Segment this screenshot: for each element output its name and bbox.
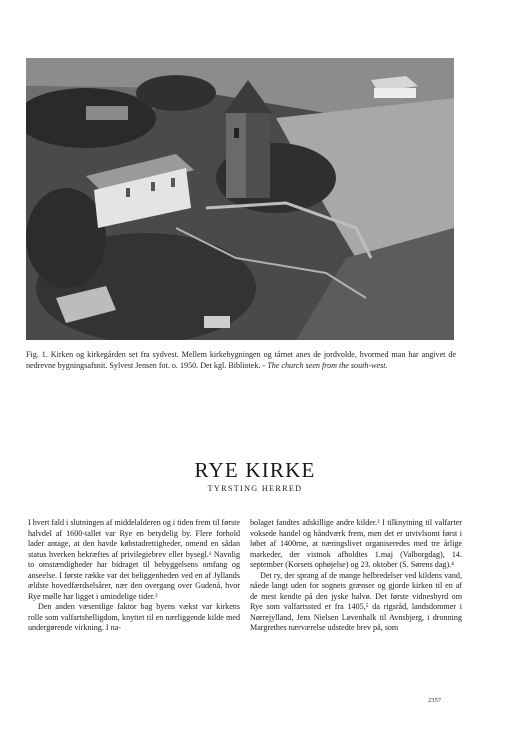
paragraph: I hvert fald i slutningen af middelalderen og i tiden frem til første halvdel af 1600-tallet var Rye en betydelig by. Flere forhold lader antage, at den havde købstadrettigheder, omend en sådan status hverken bekræftes af privilegiebrev eller bysegl.¹ Navnlig to omstændigheder har bidraget til bebyggelsens omfang og anseelse. I første række var det beliggenheden ved en af Jyllands ældste hovedfærdselsårer, nær den overgang over Gudenå, hvor Rye mølle har ligget i umindelige tider.²: [28, 518, 240, 601]
aerial-photograph: [26, 58, 454, 340]
page-subtitle: TYRSTING HERRED: [207, 484, 303, 493]
paragraph: bolaget fandtes adskillige andre kilder.³ I tilknytning til valfarter voksede handel og håndværk frem, men det er utvivlsomt først i løbet af 1400rne, at næringslivet organiseredes med tre årlige markeder, der vistnok afholdtes 1.maj (Valborgdag), 14. september (Korsets ophøjelse) og 23. oktober (S. Sørens dag).⁴: [250, 518, 462, 570]
paragraph: Den anden væsentlige faktor bag byens vækst var kirkens rolle som valfartshelligdom, knyttet til en nærliggende kilde med undergørende virkning. I na-: [28, 602, 240, 633]
page-title: RYE KIRKE: [194, 458, 316, 482]
caption-danish: Fig. 1. Kirken og kirkegården set fra sydvest. Mellem kirkebygningen og tårnet anes de jordvolde, hvormed man har angivet de nedrevne bygningsafsnit. Sylvest Jensen fot. o. 1950. Det kgl. Bibliotek. -: [26, 350, 456, 370]
page-number: 2357: [428, 697, 441, 704]
church-aerial-photo-illustration: [26, 58, 454, 340]
caption-english: The church seen from the south-west.: [267, 360, 388, 370]
text-column-right: [250, 518, 462, 634]
text-column-left: [28, 518, 240, 634]
paragraph: Det ry, der sprang af de mange helbredelser ved kildens vand, nåede langt uden for sognets grænser og gjorde kirken til en af de mest kendte på den jyske halvø. Det første vidnesbyrd om Rye som valfartssted er fra 1405,⁵ da rigsråd, landsdommer i Nørrejylland, Jens Nielsen Løvenbalk til Avnsbjerg, i dronning Margrethes nærværelse udstedte brev på, som: [250, 570, 462, 633]
figure-caption: [26, 350, 456, 371]
